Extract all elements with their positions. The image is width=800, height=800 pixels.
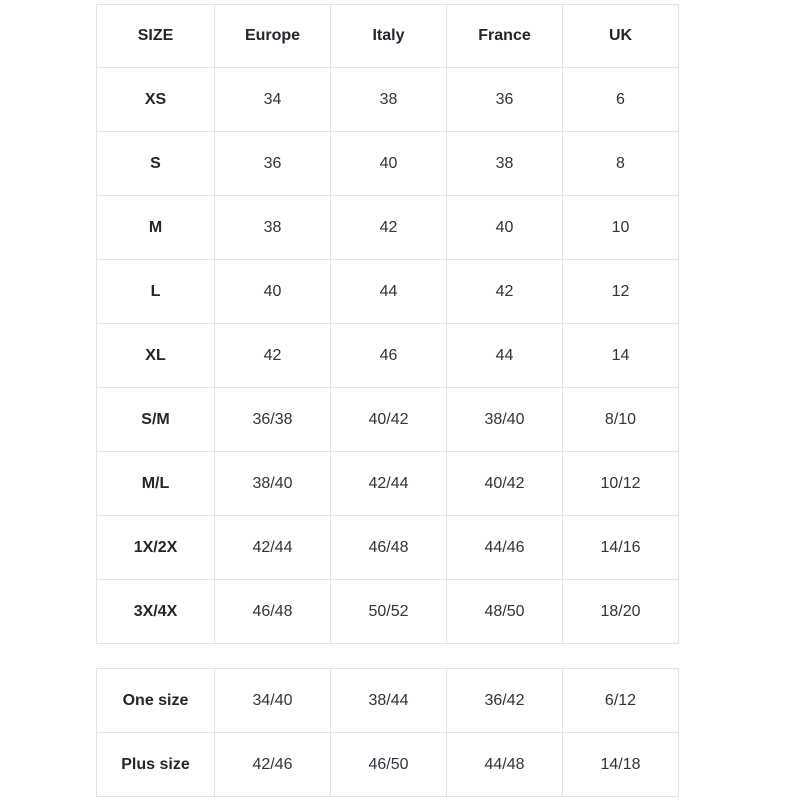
cell-uk: 12 [563, 260, 679, 324]
cell-europe: 42 [215, 324, 331, 388]
cell-france: 40 [447, 196, 563, 260]
cell-france: 44 [447, 324, 563, 388]
cell-europe: 36 [215, 132, 331, 196]
cell-italy: 40 [331, 132, 447, 196]
cell-france: 42 [447, 260, 563, 324]
cell-italy: 42/44 [331, 452, 447, 516]
cell-size: M [97, 196, 215, 260]
cell-uk: 18/20 [563, 580, 679, 644]
cell-europe: 38/40 [215, 452, 331, 516]
cell-size: XS [97, 68, 215, 132]
table-row [97, 452, 679, 516]
one-size-table [96, 668, 679, 797]
column-header-size: SIZE [97, 5, 215, 68]
cell-italy: 46 [331, 324, 447, 388]
cell-europe: 42/44 [215, 516, 331, 580]
table-row [97, 68, 679, 132]
cell-uk: 14/18 [563, 733, 679, 797]
cell-italy: 46/50 [331, 733, 447, 797]
column-header-uk: UK [563, 5, 679, 68]
cell-size: M/L [97, 452, 215, 516]
table-row [97, 516, 679, 580]
cell-uk: 8/10 [563, 388, 679, 452]
cell-size: L [97, 260, 215, 324]
cell-europe: 42/46 [215, 733, 331, 797]
column-header-italy: Italy [331, 5, 447, 68]
table-row [97, 580, 679, 644]
table-row [97, 669, 679, 733]
table-header-row [97, 5, 679, 68]
column-header-europe: Europe [215, 5, 331, 68]
cell-size: Plus size [97, 733, 215, 797]
table-row [97, 132, 679, 196]
one-size-table-container [96, 668, 678, 797]
cell-italy: 42 [331, 196, 447, 260]
cell-uk: 10 [563, 196, 679, 260]
cell-italy: 46/48 [331, 516, 447, 580]
cell-france: 36/42 [447, 669, 563, 733]
cell-size: S/M [97, 388, 215, 452]
cell-size: 1X/2X [97, 516, 215, 580]
table-body [97, 669, 679, 797]
cell-size: XL [97, 324, 215, 388]
cell-italy: 44 [331, 260, 447, 324]
size-conversion-table [96, 4, 679, 644]
table-body [97, 68, 679, 644]
table-row [97, 324, 679, 388]
table-header [97, 5, 679, 68]
cell-france: 48/50 [447, 580, 563, 644]
cell-europe: 34/40 [215, 669, 331, 733]
cell-france: 40/42 [447, 452, 563, 516]
table-row [97, 388, 679, 452]
table-row [97, 196, 679, 260]
cell-italy: 38/44 [331, 669, 447, 733]
cell-europe: 36/38 [215, 388, 331, 452]
cell-uk: 6/12 [563, 669, 679, 733]
cell-uk: 10/12 [563, 452, 679, 516]
cell-size: S [97, 132, 215, 196]
cell-europe: 34 [215, 68, 331, 132]
cell-france: 44/48 [447, 733, 563, 797]
column-header-france: France [447, 5, 563, 68]
cell-uk: 6 [563, 68, 679, 132]
cell-france: 44/46 [447, 516, 563, 580]
cell-italy: 50/52 [331, 580, 447, 644]
cell-france: 38/40 [447, 388, 563, 452]
cell-uk: 14/16 [563, 516, 679, 580]
size-conversion-table-container [96, 4, 678, 644]
cell-size: One size [97, 669, 215, 733]
cell-europe: 46/48 [215, 580, 331, 644]
cell-europe: 38 [215, 196, 331, 260]
cell-france: 36 [447, 68, 563, 132]
cell-italy: 40/42 [331, 388, 447, 452]
cell-size: 3X/4X [97, 580, 215, 644]
table-row [97, 733, 679, 797]
cell-italy: 38 [331, 68, 447, 132]
cell-europe: 40 [215, 260, 331, 324]
table-row [97, 260, 679, 324]
cell-france: 38 [447, 132, 563, 196]
cell-uk: 8 [563, 132, 679, 196]
cell-uk: 14 [563, 324, 679, 388]
